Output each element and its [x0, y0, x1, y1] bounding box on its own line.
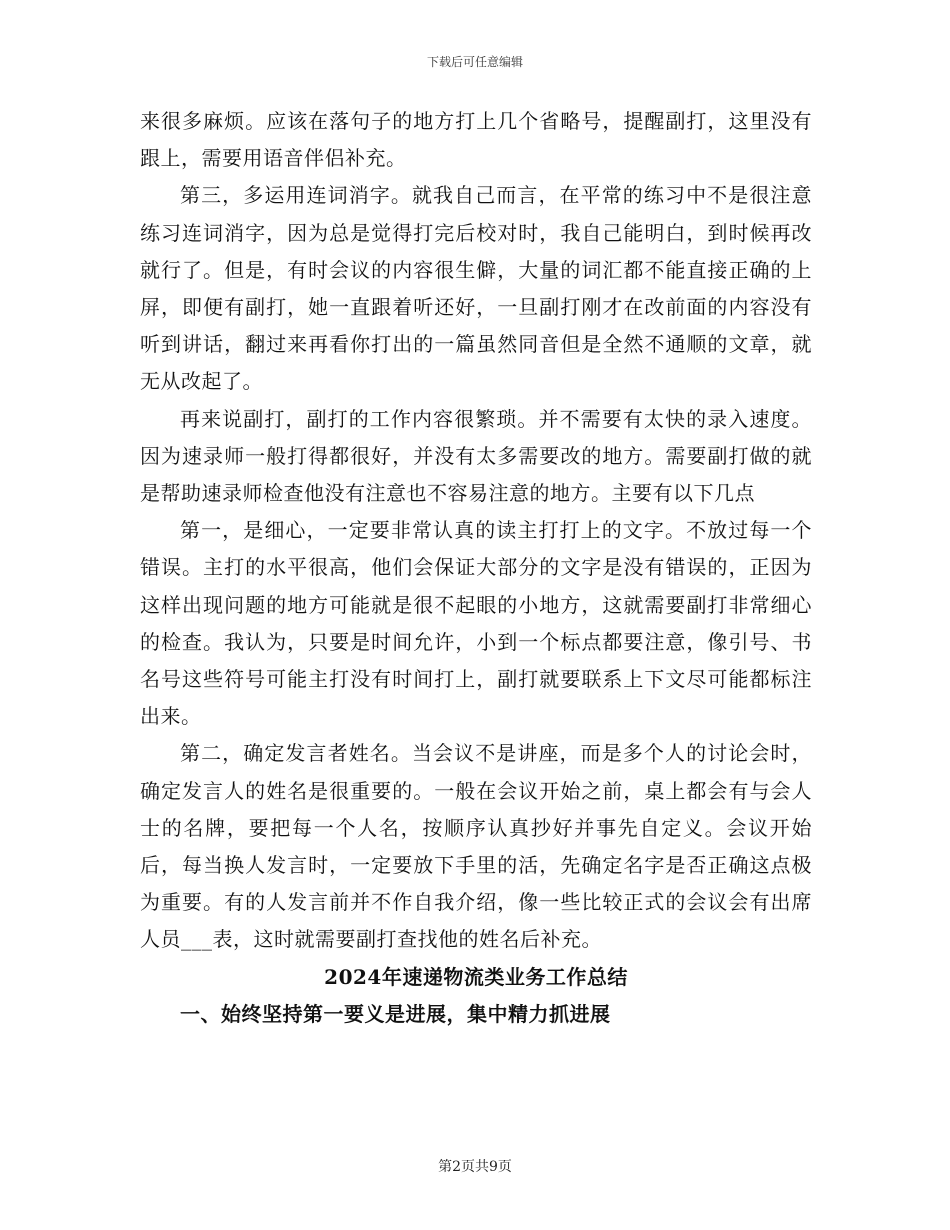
paragraph-3: 再来说副打，副打的工作内容很繁琐。并不需要有太快的录入速度。因为速录师一般打得都很好，并没有太多需要改的地方。需要副打做的就是帮助速录师检查他没有注意也不容易注意的地方。主要有以下几点 — [140, 406, 812, 506]
paragraph-2: 第三，多运用连词消字。就我自己而言，在平常的练习中不是很注意练习连词消字，因为总是觉得打完后校对时，我自己能明白，到时候再改就行了。但是，有时会议的内容很生僻，大量的词汇都不能直接正确的上屏，即便有副打，她一直跟着听还好，一旦副打刚才在改前面的内容没有听到讲话，翻过来再看你打出的一篇虽然同音但是全然不通顺的文章，就无从改起了。 — [140, 183, 812, 394]
paragraph-1: 来很多麻烦。应该在落句子的地方打上几个省略号，提醒副打，这里没有跟上，需要用语音伴侣补充。 — [140, 109, 812, 171]
paragraph-4: 第一，是细心，一定要非常认真的读主打打上的文字。不放过每一个错误。主打的水平很高，他们会保证大部分的文字是没有错误的，正因为这样出现问题的地方可能就是很不起眼的小地方，这就需要副打非常细心的检查。我认为，只要是时间允许，小到一个标点都要注意，像引号、书名号这些符号可能主打没有时间打上，副打就要联系上下文尽可能都标注出来。 — [140, 518, 812, 729]
page-footer: 第2页共9页 — [438, 1159, 512, 1175]
document-body — [140, 103, 812, 1033]
page-header: 下载后可任意编辑 — [426, 55, 523, 69]
section-title: 2024年速递物流类业务工作总结 — [324, 964, 628, 989]
paragraph-5: 第二，确定发言者姓名。当会议不是讲座，而是多个人的讨论会时，确定发言人的姓名是很重要的。一般在会议开始之前，桌上都会有与会人士的名牌，要把每一个人名，按顺序认真抄好并事先自定义。会议开始后，每当换人发言时，一定要放下手里的活，先确定名字是否正确这点极为重要。有的人发言前并不作自我介绍，像一些比较正式的会议会有出席人员___表，这时就需要副打查找他的姓名后补充。 — [140, 741, 812, 952]
section-heading: 一、始终坚持第一要义是进展，集中精力抓进展 — [180, 1001, 611, 1026]
